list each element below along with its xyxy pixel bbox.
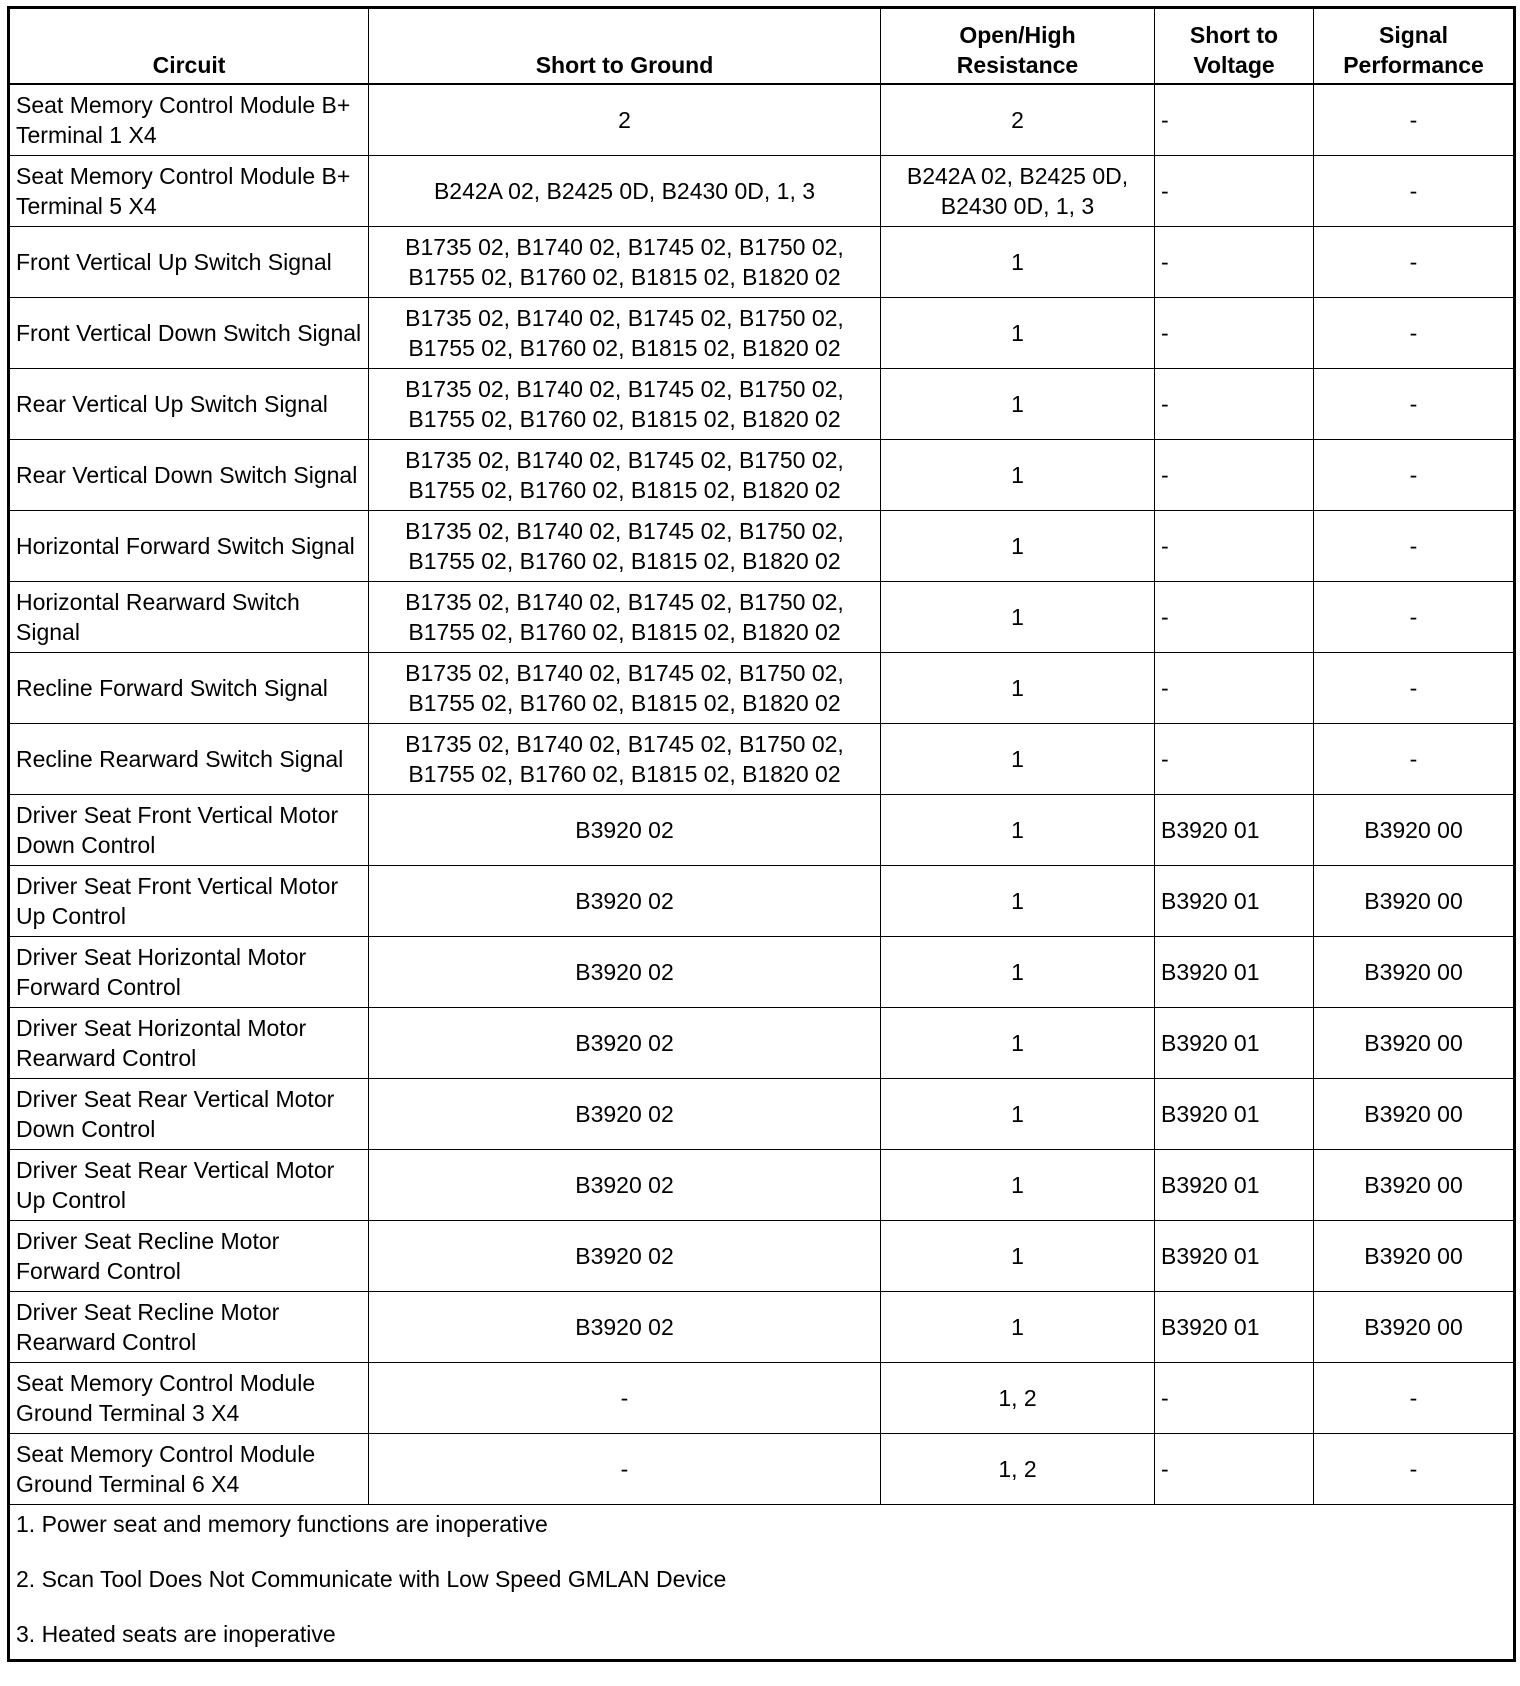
cell-signal-performance: B3920 00 (1314, 1008, 1515, 1079)
cell-short-to-ground: B1735 02, B1740 02, B1745 02, B1750 02, B1755 02, B1760 02, B1815 02, B1820 02 (369, 369, 881, 440)
cell-signal-performance: B3920 00 (1314, 1292, 1515, 1363)
header-open-high-resistance: Open/High Resistance (881, 8, 1155, 85)
cell-signal-performance: - (1314, 511, 1515, 582)
cell-short-to-voltage: B3920 01 (1155, 1150, 1314, 1221)
cell-circuit: Seat Memory Control Module Ground Terminal 6 X4 (9, 1434, 369, 1505)
cell-short-to-voltage: - (1155, 156, 1314, 227)
cell-open-high-resistance: 1 (881, 369, 1155, 440)
cell-short-to-ground: B1735 02, B1740 02, B1745 02, B1750 02, B1755 02, B1760 02, B1815 02, B1820 02 (369, 582, 881, 653)
table-body (9, 84, 1515, 1505)
note-3: 3. Heated seats are inoperative (16, 1621, 336, 1647)
table-row (9, 227, 1515, 298)
cell-open-high-resistance: 1 (881, 1079, 1155, 1150)
table-row (9, 653, 1515, 724)
table-row (9, 866, 1515, 937)
cell-open-high-resistance: 1 (881, 1292, 1155, 1363)
cell-open-high-resistance: 1 (881, 582, 1155, 653)
cell-short-to-ground: B1735 02, B1740 02, B1745 02, B1750 02, B1755 02, B1760 02, B1815 02, B1820 02 (369, 724, 881, 795)
cell-open-high-resistance: 1 (881, 937, 1155, 1008)
cell-signal-performance: B3920 00 (1314, 866, 1515, 937)
cell-short-to-ground: B3920 02 (369, 937, 881, 1008)
cell-signal-performance: B3920 00 (1314, 1079, 1515, 1150)
cell-open-high-resistance: 1 (881, 298, 1155, 369)
table-row (9, 795, 1515, 866)
circuit-symptom-table (7, 6, 1516, 1662)
cell-short-to-ground: B1735 02, B1740 02, B1745 02, B1750 02, B1755 02, B1760 02, B1815 02, B1820 02 (369, 440, 881, 511)
note-1: 1. Power seat and memory functions are inoperative (16, 1511, 548, 1537)
cell-signal-performance: - (1314, 582, 1515, 653)
cell-circuit: Seat Memory Control Module Ground Terminal 3 X4 (9, 1363, 369, 1434)
cell-open-high-resistance: 1 (881, 795, 1155, 866)
cell-short-to-voltage: B3920 01 (1155, 1221, 1314, 1292)
cell-circuit: Driver Seat Rear Vertical Motor Down Control (9, 1079, 369, 1150)
diagnostic-document (7, 6, 1513, 1662)
cell-circuit: Driver Seat Horizontal Motor Forward Control (9, 937, 369, 1008)
cell-circuit: Horizontal Forward Switch Signal (9, 511, 369, 582)
cell-short-to-voltage: - (1155, 511, 1314, 582)
cell-short-to-voltage: - (1155, 227, 1314, 298)
cell-signal-performance: - (1314, 156, 1515, 227)
cell-short-to-voltage: - (1155, 298, 1314, 369)
cell-circuit: Recline Forward Switch Signal (9, 653, 369, 724)
table-row (9, 724, 1515, 795)
table-header-row (9, 8, 1515, 85)
table-row (9, 1363, 1515, 1434)
cell-short-to-voltage: - (1155, 440, 1314, 511)
cell-short-to-ground: B3920 02 (369, 1292, 881, 1363)
cell-circuit: Driver Seat Recline Motor Rearward Control (9, 1292, 369, 1363)
table-row (9, 156, 1515, 227)
cell-circuit: Driver Seat Front Vertical Motor Up Control (9, 866, 369, 937)
cell-short-to-ground: B3920 02 (369, 795, 881, 866)
header-short-to-voltage: Short to Voltage (1155, 8, 1314, 85)
cell-short-to-voltage: B3920 01 (1155, 866, 1314, 937)
cell-open-high-resistance: 1 (881, 511, 1155, 582)
table-row (9, 440, 1515, 511)
cell-short-to-ground: B1735 02, B1740 02, B1745 02, B1750 02, B1755 02, B1760 02, B1815 02, B1820 02 (369, 653, 881, 724)
cell-signal-performance: - (1314, 298, 1515, 369)
cell-open-high-resistance: 1, 2 (881, 1434, 1155, 1505)
cell-open-high-resistance: 1 (881, 866, 1155, 937)
table-row (9, 1434, 1515, 1505)
cell-circuit: Driver Seat Recline Motor Forward Control (9, 1221, 369, 1292)
cell-short-to-voltage: - (1155, 369, 1314, 440)
cell-signal-performance: B3920 00 (1314, 937, 1515, 1008)
table-row (9, 84, 1515, 156)
cell-short-to-voltage: - (1155, 1434, 1314, 1505)
cell-short-to-voltage: - (1155, 84, 1314, 156)
table-row (9, 298, 1515, 369)
header-circuit: Circuit (9, 8, 369, 85)
cell-open-high-resistance: B242A 02, B2425 0D, B2430 0D, 1, 3 (881, 156, 1155, 227)
header-signal-performance: Signal Performance (1314, 8, 1515, 85)
notes-cell (9, 1505, 1515, 1661)
cell-short-to-voltage: - (1155, 582, 1314, 653)
cell-signal-performance: B3920 00 (1314, 1150, 1515, 1221)
cell-signal-performance: - (1314, 227, 1515, 298)
cell-short-to-voltage: - (1155, 653, 1314, 724)
table-row (9, 1008, 1515, 1079)
table-row (9, 1221, 1515, 1292)
table-row (9, 1292, 1515, 1363)
cell-circuit: Rear Vertical Down Switch Signal (9, 440, 369, 511)
cell-short-to-ground: B1735 02, B1740 02, B1745 02, B1750 02, B1755 02, B1760 02, B1815 02, B1820 02 (369, 227, 881, 298)
cell-short-to-voltage: - (1155, 724, 1314, 795)
cell-open-high-resistance: 1 (881, 1008, 1155, 1079)
cell-open-high-resistance: 1 (881, 653, 1155, 724)
cell-circuit: Recline Rearward Switch Signal (9, 724, 369, 795)
table-row (9, 1079, 1515, 1150)
cell-short-to-ground: B242A 02, B2425 0D, B2430 0D, 1, 3 (369, 156, 881, 227)
cell-open-high-resistance: 1, 2 (881, 1363, 1155, 1434)
cell-short-to-ground: B1735 02, B1740 02, B1745 02, B1750 02, B1755 02, B1760 02, B1815 02, B1820 02 (369, 511, 881, 582)
table-row (9, 1150, 1515, 1221)
cell-circuit: Rear Vertical Up Switch Signal (9, 369, 369, 440)
cell-short-to-ground: B3920 02 (369, 1221, 881, 1292)
cell-short-to-ground: 2 (369, 84, 881, 156)
cell-open-high-resistance: 1 (881, 1150, 1155, 1221)
table-row (9, 582, 1515, 653)
cell-short-to-ground: B3920 02 (369, 866, 881, 937)
cell-circuit: Seat Memory Control Module B+ Terminal 1 X4 (9, 84, 369, 156)
note-2: 2. Scan Tool Does Not Communicate with Low Speed GMLAN Device (16, 1566, 727, 1592)
cell-open-high-resistance: 1 (881, 440, 1155, 511)
table-row (9, 937, 1515, 1008)
cell-circuit: Horizontal Rearward Switch Signal (9, 582, 369, 653)
cell-circuit: Driver Seat Front Vertical Motor Down Control (9, 795, 369, 866)
cell-signal-performance: - (1314, 1363, 1515, 1434)
cell-signal-performance: - (1314, 1434, 1515, 1505)
cell-signal-performance: - (1314, 724, 1515, 795)
notes-row (9, 1505, 1515, 1661)
cell-short-to-voltage: B3920 01 (1155, 937, 1314, 1008)
cell-short-to-voltage: B3920 01 (1155, 1079, 1314, 1150)
cell-circuit: Driver Seat Rear Vertical Motor Up Control (9, 1150, 369, 1221)
cell-short-to-ground: B3920 02 (369, 1079, 881, 1150)
cell-signal-performance: B3920 00 (1314, 1221, 1515, 1292)
cell-circuit: Driver Seat Horizontal Motor Rearward Control (9, 1008, 369, 1079)
table-row (9, 369, 1515, 440)
cell-open-high-resistance: 1 (881, 1221, 1155, 1292)
cell-open-high-resistance: 1 (881, 724, 1155, 795)
cell-short-to-ground: B3920 02 (369, 1008, 881, 1079)
cell-circuit: Front Vertical Down Switch Signal (9, 298, 369, 369)
cell-signal-performance: - (1314, 369, 1515, 440)
cell-circuit: Seat Memory Control Module B+ Terminal 5 X4 (9, 156, 369, 227)
cell-short-to-voltage: B3920 01 (1155, 795, 1314, 866)
cell-short-to-voltage: B3920 01 (1155, 1292, 1314, 1363)
cell-open-high-resistance: 1 (881, 227, 1155, 298)
cell-circuit: Front Vertical Up Switch Signal (9, 227, 369, 298)
cell-short-to-ground: - (369, 1434, 881, 1505)
header-short-to-ground: Short to Ground (369, 8, 881, 85)
cell-short-to-voltage: B3920 01 (1155, 1008, 1314, 1079)
cell-short-to-ground: B3920 02 (369, 1150, 881, 1221)
cell-signal-performance: - (1314, 440, 1515, 511)
cell-short-to-ground: B1735 02, B1740 02, B1745 02, B1750 02, B1755 02, B1760 02, B1815 02, B1820 02 (369, 298, 881, 369)
cell-short-to-voltage: - (1155, 1363, 1314, 1434)
table-row (9, 511, 1515, 582)
cell-signal-performance: B3920 00 (1314, 795, 1515, 866)
cell-signal-performance: - (1314, 653, 1515, 724)
cell-signal-performance: - (1314, 84, 1515, 156)
cell-short-to-ground: - (369, 1363, 881, 1434)
cell-open-high-resistance: 2 (881, 84, 1155, 156)
